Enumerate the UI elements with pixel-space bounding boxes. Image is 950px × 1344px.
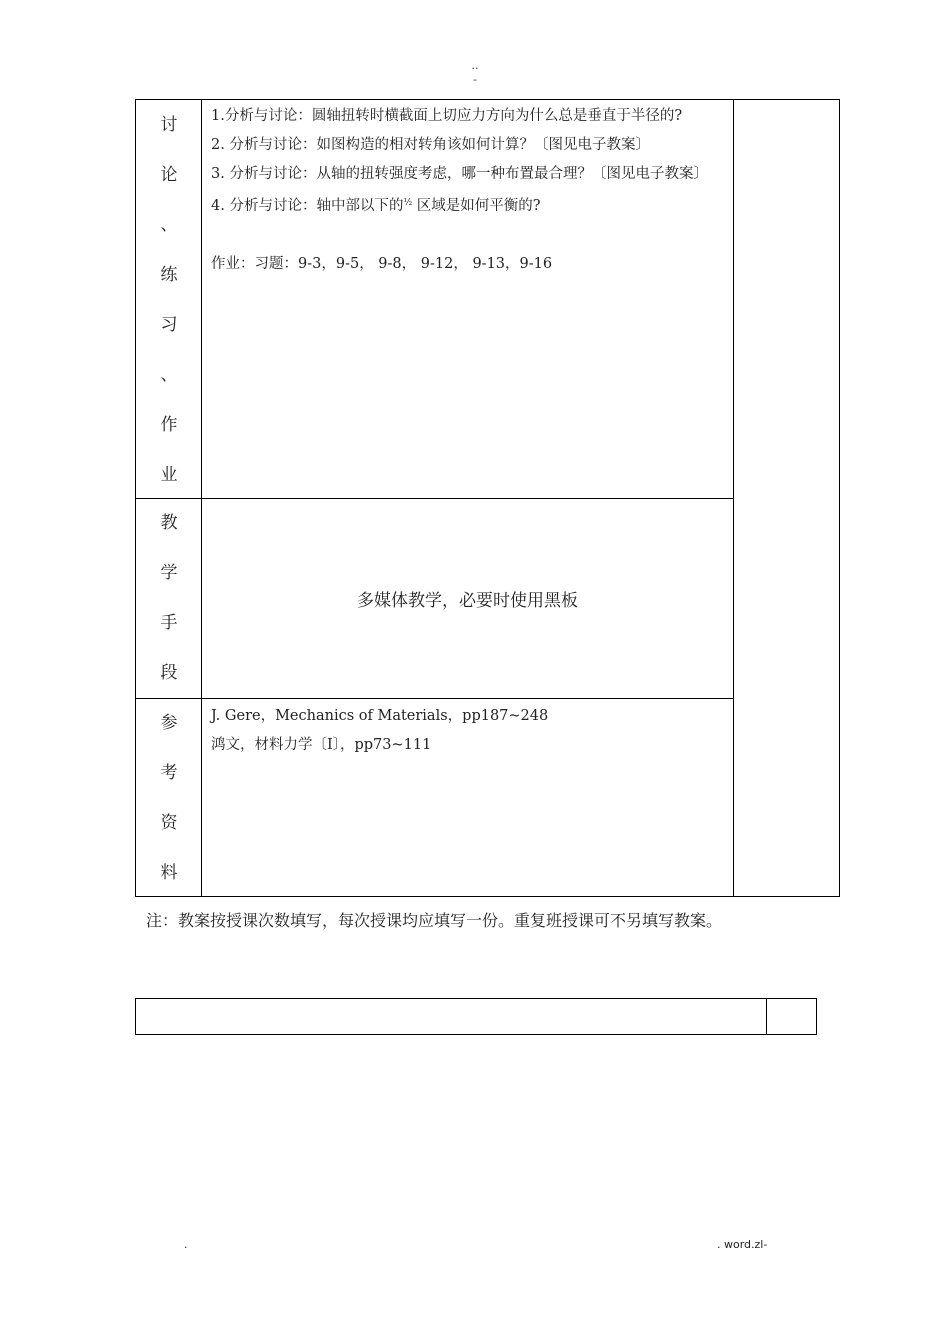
teaching-method-content: 多媒体教学，必要时使用黑板: [357, 590, 578, 611]
table-col-divider: [733, 100, 734, 896]
row-label-discussion: 讨 论 、 练 习 、 作 业: [160, 115, 178, 485]
header-dash: -: [473, 73, 477, 86]
discussion-item-3: 3. 分析与讨论：从轴的扭转强度考虑，哪一种布置最合理？〔图见电子教案〕: [211, 166, 708, 182]
footer-right: . word.zl-: [717, 1238, 768, 1251]
discussion-item-1: 1.分析与讨论：圆轴扭转时横截面上切应力方向为什么总是垂直于半径的?: [211, 108, 683, 124]
table-row-divider: [136, 698, 733, 699]
discussion-content: [211, 102, 731, 279]
reference-2: 鸿文，材料力学〔Ⅰ〕，pp73~111: [211, 737, 432, 753]
fraction-half: ½: [403, 198, 413, 208]
footnote: 注：教案按授课次数填写，每次授课均应填写一份。重复班授课可不另填写教案。: [146, 911, 723, 930]
row-label-references: 参 考 资 料: [160, 713, 178, 883]
homework-line: 作业：习题：9-3，9-5， 9-8， 9-12， 9-13，9-16: [211, 256, 553, 272]
references-content: [211, 702, 731, 760]
discussion-item-4: 4. 分析与讨论：轴中部以下的$^{\frac{1}{2}}$ 区域是如何平衡的?: [211, 198, 541, 214]
footer-left: .: [184, 1238, 188, 1251]
discussion-item-2: 2. 分析与讨论：如图构造的相对转角该如何计算？〔图见电子教案〕: [211, 137, 650, 153]
row-label-teaching-method: 教 学 手 段: [160, 513, 178, 683]
empty-table: [135, 998, 817, 1035]
table-col-divider: [766, 999, 767, 1034]
reference-1: J. Gere，Mechanics of Materials，pp187~248: [211, 708, 549, 724]
lesson-plan-table: [135, 99, 840, 897]
header-dots: ..: [471, 59, 479, 72]
